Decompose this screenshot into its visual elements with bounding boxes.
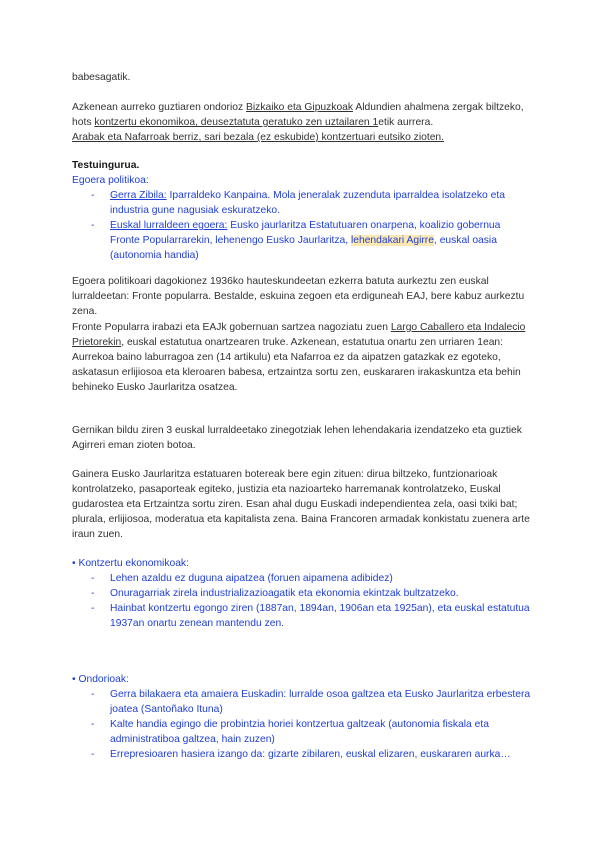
subheading-egoera-politikoa: Egoera politikoa: xyxy=(72,175,149,186)
item-lead: Gerra Zibila: xyxy=(110,190,167,201)
dash-bullet: - xyxy=(91,573,95,584)
highlighted-lehendakari: lehendakari Agirre xyxy=(350,235,434,246)
dash-bullet: - xyxy=(91,689,95,700)
dash-bullet: - xyxy=(91,603,95,614)
item-text: Kalte handia egingo die probintzia horiei kontzertua galtzeak (autonomia fiskala eta administratiboa galtzea, hain zuzen) xyxy=(110,719,489,745)
item-text: Hainbat kontzertu egongo ziren (1887an, 1894an, 1906an eta 1925an), eta euskal estatutua 1937an onartu zenean mantendu zen. xyxy=(110,603,530,629)
section-heading-testuingurua: Testuingurua. xyxy=(72,160,140,171)
item-text: Iparraldeko Kanpaina. Mola jeneralak zuzenduta iparraldea isolatzeko eta industria gune nagusiak eskuratzeko. xyxy=(110,190,505,216)
heading-kontzertu-ekonomikoak: • Kontzertu ekonomikoak: xyxy=(72,558,189,569)
item-lead: Euskal lurraldeen egoera: xyxy=(110,220,228,231)
dash-bullet: - xyxy=(91,190,95,201)
underlined-caballero-prieto: Largo Caballero eta Indalecio Prietorekin xyxy=(72,322,526,348)
paragraph-aldundiak xyxy=(72,100,532,145)
heading-ondorioak: • Ondorioak: xyxy=(72,674,129,685)
underlined-kontzertua: kontzertu ekonomikoa, deuseztatuta geratuko zen uztailaren 1 xyxy=(94,117,379,128)
list-item xyxy=(72,717,532,747)
paragraph-fronte-popularra xyxy=(72,320,532,395)
item-text: Eusko jaurlaritza Estatutuaren onarpena, koalizio gobernua Fronte Popularrarekin, lehenengo Eusko Jaurlaritza, xyxy=(110,220,501,246)
text: , euskal estatutua onartzearen truke. Azkenean, estatutua onartu zen urriaren 1ean: Aurrekoa baino laburragoa zen (14 artikulu) eta Nafarroa ez da aipatzen gatazkak ez egoteko, askatasun erlijiosoa eta kleroaren babesa, ertzaintza sortu zen, euskararen irakaskuntza eta behin behineko Eusko Jaurlaritza osatzea. xyxy=(72,337,521,393)
text: Azkenean aurreko guztiaren ondorioz xyxy=(72,102,247,113)
paragraph-hauteskundeak: Egoera politikoari dagokionez 1936ko hauteskundeetan ezkerra batuta aurkeztu zen euskal lurraldeetan: Fronte popularra. Bestalde, eskuina zegoen eta erdiguneah EAJ, bere kabuz aurkeztu zena. xyxy=(72,276,525,317)
underlined-bizkaia-gipuzkoa: Bizkaiko eta Gipuzkoak xyxy=(246,102,354,113)
text: Aldundien ahalmena zergak biltzeko, hots xyxy=(72,102,524,128)
list-ondorioak xyxy=(72,687,532,762)
text: Fronte Popularra irabazi eta EAJk gobernuan sartzea nagoziatu zuen xyxy=(72,322,391,333)
dash-bullet: - xyxy=(91,749,95,760)
list-item xyxy=(72,586,532,601)
paragraph-gernika: Gernikan bildu ziren 3 euskal lurraldeetako zinegotziak lehen lehendakaria izendatzeko eta guztiek Agirreri eman zioten botoa. xyxy=(72,425,522,451)
list-item xyxy=(72,687,532,717)
item-text: Gerra bilakaera eta amaiera Euskadin: lurralde osoa galtzea eta Eusko Jaurlaritza erbestera joatea (Santoñako Ituna) xyxy=(110,689,531,715)
item-text: Errepresioaren hasiera izango da: gizarte zibilaren, euskal elizaren, euskararen aurka… xyxy=(110,749,511,760)
list-item xyxy=(72,747,532,762)
item-text: Lehen azaldu ez duguna aipatzea (foruen aipamena adibidez) xyxy=(110,573,393,584)
dash-bullet: - xyxy=(91,220,95,231)
list-item xyxy=(72,188,532,218)
dash-bullet: - xyxy=(91,719,95,730)
list-item xyxy=(72,601,532,631)
text: etik aurrera. xyxy=(378,117,434,128)
underlined-araba-nafarroa: Arabak eta Nafarroak berriz, sari bezala (ez eskubide) kontzertuari eutsiko zioten. xyxy=(72,132,445,143)
paragraph-jaurlaritza-botereak: Gainera Eusko Jaurlaritza estatuaren botereak bere egin zituen: dirua biltzeko, funtzionarioak kontrolatzeko, pasaporteak egiteko, justizia eta nazioarteko harremanak kontrolatzeko, Euskal gudarostea eta Ertzaintza sortu ziren. Esan ahal dugu Euskadi independientea zela, oasi txiki bat; plurala, erlijiosoa, moderatua eta kapitalista zena. Baina Francoren armadak konkistatu zuenera arte iraun zuen. xyxy=(72,469,530,540)
list-kontzertu xyxy=(72,571,532,631)
list-item xyxy=(72,218,532,263)
paragraph-intro-end: babesagatik. xyxy=(72,72,131,83)
item-text: Onuragarriak zirela industrializazioagatik eta ekonomia ekintzak bultzatzeko. xyxy=(110,588,459,599)
dash-bullet: - xyxy=(91,588,95,599)
item-text: , euskal oasia (autonomia handia) xyxy=(110,235,497,261)
list-item xyxy=(72,571,532,586)
list-egoera-politikoa xyxy=(72,188,532,263)
